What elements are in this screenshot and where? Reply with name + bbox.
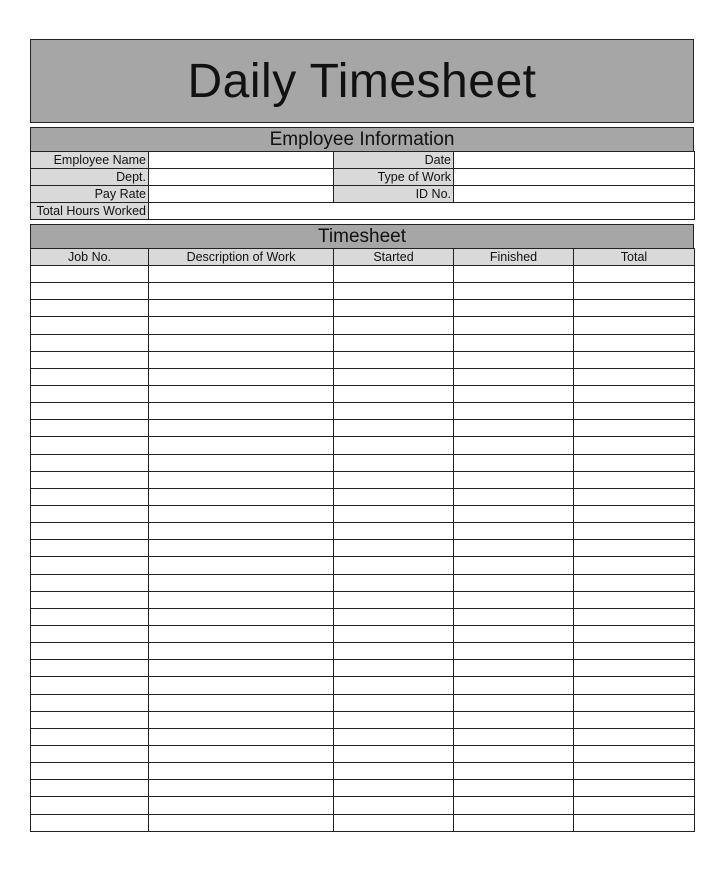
- table-row: [31, 317, 695, 334]
- description-cell[interactable]: [149, 334, 334, 351]
- started-cell[interactable]: [334, 557, 454, 574]
- total-cell[interactable]: [574, 763, 695, 780]
- started-cell[interactable]: [334, 505, 454, 522]
- description-cell[interactable]: [149, 351, 334, 368]
- finished-cell[interactable]: [454, 780, 574, 797]
- table-row: [31, 283, 695, 300]
- description-cell[interactable]: [149, 694, 334, 711]
- column-header-description: Description of Work: [149, 249, 334, 266]
- finished-cell[interactable]: [454, 574, 574, 591]
- description-cell[interactable]: [149, 317, 334, 334]
- started-cell[interactable]: [334, 488, 454, 505]
- total-cell[interactable]: [574, 266, 695, 283]
- finished-cell[interactable]: [454, 728, 574, 745]
- timesheet-header: Timesheet: [30, 224, 694, 248]
- finished-cell[interactable]: [454, 351, 574, 368]
- table-row: [31, 505, 695, 522]
- table-row: [31, 745, 695, 762]
- job-no-cell[interactable]: [31, 351, 149, 368]
- table-row: [31, 643, 695, 660]
- table-row: [31, 385, 695, 402]
- page-title: Daily Timesheet: [187, 54, 537, 108]
- job-no-cell[interactable]: [31, 317, 149, 334]
- total-cell[interactable]: [574, 454, 695, 471]
- finished-cell[interactable]: [454, 505, 574, 522]
- finished-cell[interactable]: [454, 420, 574, 437]
- finished-cell[interactable]: [454, 283, 574, 300]
- started-cell[interactable]: [334, 403, 454, 420]
- table-row: [31, 488, 695, 505]
- started-cell[interactable]: [334, 814, 454, 831]
- job-no-cell[interactable]: [31, 780, 149, 797]
- column-header-job-no: Job No.: [31, 249, 149, 266]
- job-no-cell[interactable]: [31, 283, 149, 300]
- finished-cell[interactable]: [454, 745, 574, 762]
- description-cell[interactable]: [149, 745, 334, 762]
- table-row: [31, 780, 695, 797]
- total-hours-label: Total Hours Worked: [31, 203, 149, 220]
- finished-cell[interactable]: [454, 677, 574, 694]
- description-cell[interactable]: [149, 608, 334, 625]
- job-no-cell[interactable]: [31, 385, 149, 402]
- total-cell[interactable]: [574, 557, 695, 574]
- dept-field[interactable]: [149, 169, 334, 186]
- total-hours-field[interactable]: [149, 203, 695, 220]
- description-cell[interactable]: [149, 471, 334, 488]
- table-row: [31, 574, 695, 591]
- description-cell[interactable]: [149, 625, 334, 642]
- started-cell[interactable]: [334, 711, 454, 728]
- table-row: [31, 471, 695, 488]
- total-cell[interactable]: [574, 728, 695, 745]
- started-cell[interactable]: [334, 608, 454, 625]
- finished-cell[interactable]: [454, 523, 574, 540]
- job-no-cell[interactable]: [31, 334, 149, 351]
- finished-cell[interactable]: [454, 454, 574, 471]
- started-cell[interactable]: [334, 437, 454, 454]
- timesheet-table: [30, 248, 695, 832]
- description-cell[interactable]: [149, 283, 334, 300]
- job-no-cell[interactable]: [31, 420, 149, 437]
- date-label: Date: [334, 152, 454, 169]
- total-cell[interactable]: [574, 385, 695, 402]
- finished-cell[interactable]: [454, 797, 574, 814]
- description-cell[interactable]: [149, 505, 334, 522]
- finished-cell[interactable]: [454, 334, 574, 351]
- started-cell[interactable]: [334, 523, 454, 540]
- table-row: [31, 814, 695, 831]
- started-cell[interactable]: [334, 351, 454, 368]
- timesheet-form: [30, 39, 694, 832]
- job-no-cell[interactable]: [31, 625, 149, 642]
- table-row: [31, 591, 695, 608]
- description-cell[interactable]: [149, 763, 334, 780]
- job-no-cell[interactable]: [31, 266, 149, 283]
- description-cell[interactable]: [149, 437, 334, 454]
- description-cell[interactable]: [149, 300, 334, 317]
- total-cell[interactable]: [574, 608, 695, 625]
- finished-cell[interactable]: [454, 660, 574, 677]
- employee-name-field[interactable]: [149, 152, 334, 169]
- description-cell[interactable]: [149, 711, 334, 728]
- job-no-cell[interactable]: [31, 763, 149, 780]
- finished-cell[interactable]: [454, 300, 574, 317]
- table-row: [31, 351, 695, 368]
- total-cell[interactable]: [574, 677, 695, 694]
- finished-cell[interactable]: [454, 814, 574, 831]
- info-row: [31, 169, 695, 186]
- total-cell[interactable]: [574, 317, 695, 334]
- date-field[interactable]: [454, 152, 695, 169]
- description-cell[interactable]: [149, 814, 334, 831]
- started-cell[interactable]: [334, 677, 454, 694]
- timesheet-column-headers: [31, 249, 695, 266]
- table-row: [31, 437, 695, 454]
- finished-cell[interactable]: [454, 643, 574, 660]
- timesheet-body: [31, 266, 695, 832]
- finished-cell[interactable]: [454, 591, 574, 608]
- table-row: [31, 540, 695, 557]
- column-header-started: Started: [334, 249, 454, 266]
- started-cell[interactable]: [334, 454, 454, 471]
- job-no-cell[interactable]: [31, 403, 149, 420]
- started-cell[interactable]: [334, 643, 454, 660]
- total-cell[interactable]: [574, 334, 695, 351]
- description-cell[interactable]: [149, 574, 334, 591]
- started-cell[interactable]: [334, 385, 454, 402]
- job-no-cell[interactable]: [31, 608, 149, 625]
- finished-cell[interactable]: [454, 694, 574, 711]
- job-no-cell[interactable]: [31, 591, 149, 608]
- description-cell[interactable]: [149, 780, 334, 797]
- job-no-cell[interactable]: [31, 745, 149, 762]
- description-cell[interactable]: [149, 557, 334, 574]
- finished-cell[interactable]: [454, 625, 574, 642]
- total-cell[interactable]: [574, 660, 695, 677]
- started-cell[interactable]: [334, 797, 454, 814]
- total-cell[interactable]: [574, 540, 695, 557]
- total-cell[interactable]: [574, 351, 695, 368]
- table-row: [31, 266, 695, 283]
- column-header-total: Total: [574, 249, 695, 266]
- total-cell[interactable]: [574, 797, 695, 814]
- finished-cell[interactable]: [454, 266, 574, 283]
- job-no-cell[interactable]: [31, 643, 149, 660]
- total-cell[interactable]: [574, 283, 695, 300]
- job-no-cell[interactable]: [31, 505, 149, 522]
- started-cell[interactable]: [334, 266, 454, 283]
- table-row: [31, 660, 695, 677]
- started-cell[interactable]: [334, 368, 454, 385]
- description-cell[interactable]: [149, 368, 334, 385]
- job-no-cell[interactable]: [31, 540, 149, 557]
- table-row: [31, 797, 695, 814]
- started-cell[interactable]: [334, 283, 454, 300]
- employee-name-label: Employee Name: [31, 152, 149, 169]
- description-cell[interactable]: [149, 266, 334, 283]
- total-cell[interactable]: [574, 437, 695, 454]
- description-cell[interactable]: [149, 420, 334, 437]
- description-cell[interactable]: [149, 454, 334, 471]
- total-cell[interactable]: [574, 814, 695, 831]
- job-no-cell[interactable]: [31, 454, 149, 471]
- finished-cell[interactable]: [454, 711, 574, 728]
- total-cell[interactable]: [574, 711, 695, 728]
- finished-cell[interactable]: [454, 763, 574, 780]
- started-cell[interactable]: [334, 540, 454, 557]
- total-cell[interactable]: [574, 745, 695, 762]
- started-cell[interactable]: [334, 334, 454, 351]
- job-no-cell[interactable]: [31, 574, 149, 591]
- finished-cell[interactable]: [454, 437, 574, 454]
- id-no-field[interactable]: [454, 186, 695, 203]
- finished-cell[interactable]: [454, 488, 574, 505]
- description-cell[interactable]: [149, 677, 334, 694]
- table-row: [31, 300, 695, 317]
- id-no-label: ID No.: [334, 186, 454, 203]
- total-cell[interactable]: [574, 300, 695, 317]
- total-cell[interactable]: [574, 591, 695, 608]
- job-no-cell[interactable]: [31, 523, 149, 540]
- title-banner: [30, 39, 694, 123]
- total-cell[interactable]: [574, 403, 695, 420]
- started-cell[interactable]: [334, 625, 454, 642]
- job-no-cell[interactable]: [31, 677, 149, 694]
- finished-cell[interactable]: [454, 317, 574, 334]
- table-row: [31, 557, 695, 574]
- started-cell[interactable]: [334, 694, 454, 711]
- total-cell[interactable]: [574, 505, 695, 522]
- table-row: [31, 711, 695, 728]
- total-cell[interactable]: [574, 368, 695, 385]
- dept-label: Dept.: [31, 169, 149, 186]
- finished-cell[interactable]: [454, 368, 574, 385]
- job-no-cell[interactable]: [31, 814, 149, 831]
- started-cell[interactable]: [334, 574, 454, 591]
- total-cell[interactable]: [574, 471, 695, 488]
- finished-cell[interactable]: [454, 557, 574, 574]
- table-row: [31, 334, 695, 351]
- description-cell[interactable]: [149, 488, 334, 505]
- description-cell[interactable]: [149, 728, 334, 745]
- job-no-cell[interactable]: [31, 660, 149, 677]
- job-no-cell[interactable]: [31, 711, 149, 728]
- job-no-cell[interactable]: [31, 471, 149, 488]
- started-cell[interactable]: [334, 660, 454, 677]
- table-row: [31, 677, 695, 694]
- table-row: [31, 608, 695, 625]
- started-cell[interactable]: [334, 780, 454, 797]
- info-row: [31, 152, 695, 169]
- pay-rate-field[interactable]: [149, 186, 334, 203]
- info-row: [31, 186, 695, 203]
- job-no-cell[interactable]: [31, 437, 149, 454]
- info-row: [31, 203, 695, 220]
- job-no-cell[interactable]: [31, 728, 149, 745]
- table-row: [31, 420, 695, 437]
- started-cell[interactable]: [334, 420, 454, 437]
- job-no-cell[interactable]: [31, 488, 149, 505]
- description-cell[interactable]: [149, 540, 334, 557]
- description-cell[interactable]: [149, 591, 334, 608]
- table-row: [31, 523, 695, 540]
- total-cell[interactable]: [574, 574, 695, 591]
- started-cell[interactable]: [334, 317, 454, 334]
- description-cell[interactable]: [149, 643, 334, 660]
- finished-cell[interactable]: [454, 608, 574, 625]
- started-cell[interactable]: [334, 728, 454, 745]
- description-cell[interactable]: [149, 660, 334, 677]
- total-cell[interactable]: [574, 643, 695, 660]
- started-cell[interactable]: [334, 591, 454, 608]
- employee-info-header: Employee Information: [30, 127, 694, 151]
- started-cell[interactable]: [334, 300, 454, 317]
- total-cell[interactable]: [574, 694, 695, 711]
- started-cell[interactable]: [334, 745, 454, 762]
- started-cell[interactable]: [334, 763, 454, 780]
- total-cell[interactable]: [574, 780, 695, 797]
- total-cell[interactable]: [574, 420, 695, 437]
- finished-cell[interactable]: [454, 403, 574, 420]
- table-row: [31, 763, 695, 780]
- table-row: [31, 625, 695, 642]
- type-of-work-field[interactable]: [454, 169, 695, 186]
- started-cell[interactable]: [334, 471, 454, 488]
- total-cell[interactable]: [574, 488, 695, 505]
- job-no-cell[interactable]: [31, 797, 149, 814]
- job-no-cell[interactable]: [31, 694, 149, 711]
- table-row: [31, 694, 695, 711]
- total-cell[interactable]: [574, 523, 695, 540]
- description-cell[interactable]: [149, 797, 334, 814]
- description-cell[interactable]: [149, 385, 334, 402]
- description-cell[interactable]: [149, 523, 334, 540]
- table-row: [31, 454, 695, 471]
- table-row: [31, 728, 695, 745]
- job-no-cell[interactable]: [31, 557, 149, 574]
- description-cell[interactable]: [149, 403, 334, 420]
- job-no-cell[interactable]: [31, 368, 149, 385]
- type-of-work-label: Type of Work: [334, 169, 454, 186]
- employee-info-table: [30, 151, 695, 220]
- finished-cell[interactable]: [454, 540, 574, 557]
- pay-rate-label: Pay Rate: [31, 186, 149, 203]
- finished-cell[interactable]: [454, 471, 574, 488]
- column-header-finished: Finished: [454, 249, 574, 266]
- total-cell[interactable]: [574, 625, 695, 642]
- table-row: [31, 368, 695, 385]
- finished-cell[interactable]: [454, 385, 574, 402]
- job-no-cell[interactable]: [31, 300, 149, 317]
- table-row: [31, 403, 695, 420]
